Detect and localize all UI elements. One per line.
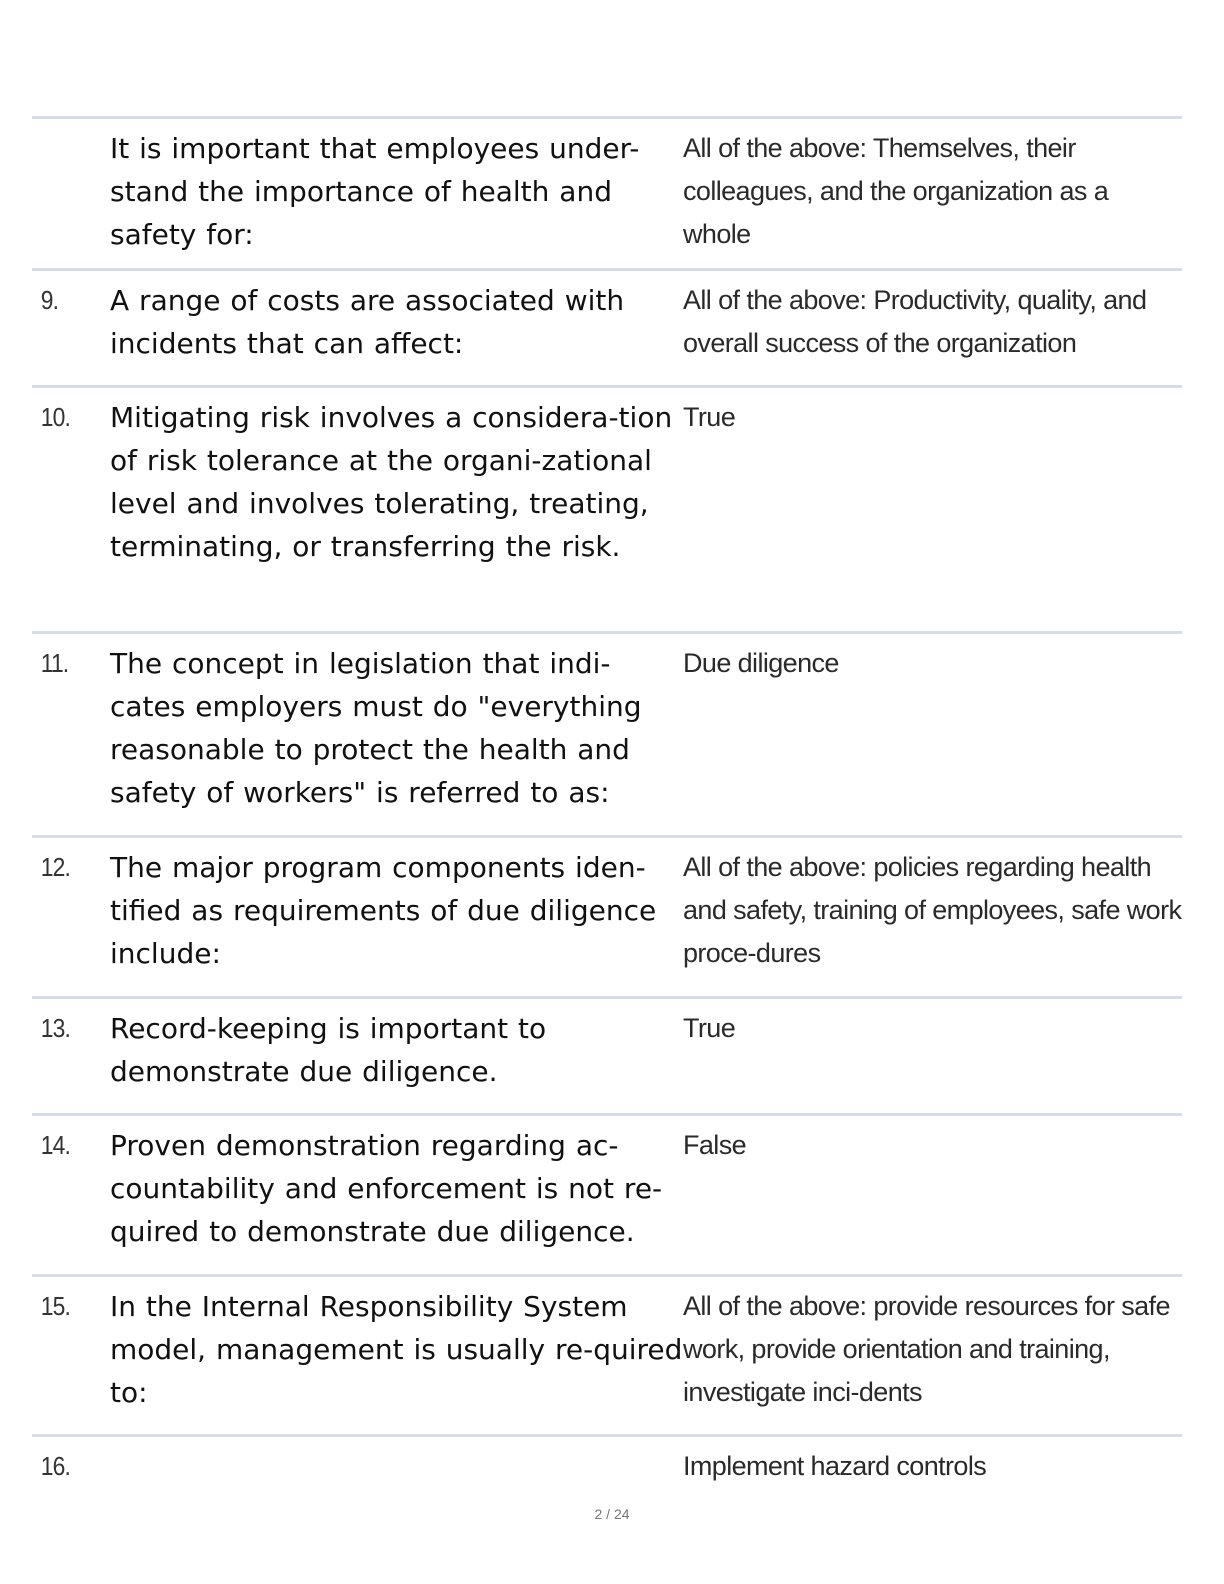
question-number: 10. <box>40 402 70 432</box>
question-number: 11. <box>40 648 69 678</box>
table-row <box>32 271 1182 388</box>
answer-text: False <box>683 1130 747 1160</box>
question-number: 12. <box>40 852 70 882</box>
question-text: Mitigating risk involves a considera-tion of risk tolerance at the organi-zational level and involves tolerating, treating, terminating, or transferring the risk. <box>110 401 673 563</box>
question-number: 9. <box>40 285 59 315</box>
question-number: 16. <box>40 1451 70 1481</box>
table-row <box>32 1277 1182 1437</box>
question-text: In the Internal Responsibility System model, management is usually re-quired to: <box>110 1290 683 1409</box>
answer-text: All of the above: Productivity, quality, and overall success of the organization <box>683 285 1147 358</box>
question-number: 14. <box>40 1130 70 1160</box>
answer-text: All of the above: policies regarding health and safety, training of employees, safe work proce-dures <box>683 852 1182 968</box>
answer-text: True <box>683 402 736 432</box>
question-number: 13. <box>40 1013 70 1043</box>
table-row <box>32 838 1182 999</box>
table-row <box>32 999 1182 1116</box>
table-row <box>32 634 1182 838</box>
table-row <box>32 388 1182 634</box>
answer-text: All of the above: Themselves, their colleagues, and the organization as a whole <box>683 133 1109 249</box>
answer-text: True <box>683 1013 736 1043</box>
question-text: A range of costs are associated with incidents that can affect: <box>110 284 625 360</box>
table-row <box>32 1116 1182 1277</box>
table-row <box>32 119 1182 271</box>
answer-key-table <box>32 116 1182 1497</box>
question-number: 15. <box>40 1291 70 1321</box>
answer-text: Due diligence <box>683 648 839 678</box>
answer-text: All of the above: provide resources for safe work, provide orientation and training, investigate inci-dents <box>683 1291 1170 1407</box>
question-text: It is important that employees under-stand the importance of health and safety for: <box>110 132 640 251</box>
answer-text: Implement hazard controls <box>683 1451 987 1481</box>
question-text: The major program components iden-tified as requirements of due diligence include: <box>110 851 657 970</box>
question-text: The concept in legislation that indi-cates employers must do "everything reasonable to protect the health and safety of workers" is referred to as: <box>110 647 642 809</box>
question-text: Proven demonstration regarding ac-countability and enforcement is not re-quired to demonstrate due diligence. <box>110 1129 663 1248</box>
page-number: 2 / 24 <box>594 1506 630 1522</box>
table-row <box>32 1437 1182 1497</box>
question-text: Record-keeping is important to demonstrate due diligence. <box>110 1012 547 1088</box>
